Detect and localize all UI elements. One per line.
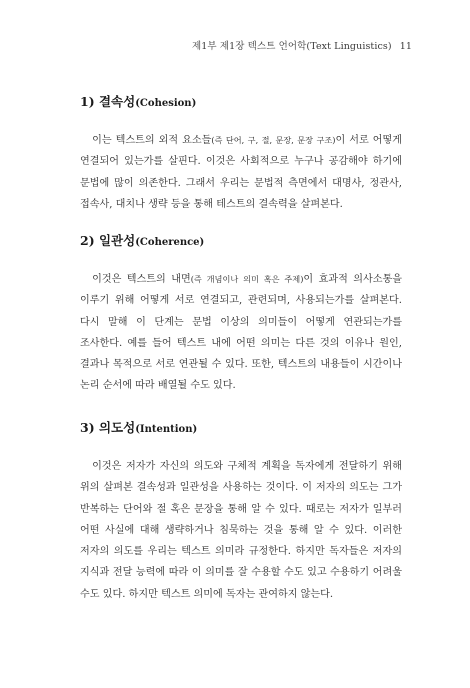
paragraph-text-end: 이 효과적 의사소통을 이루기 위해 어떻게 서로 연결되고, 관련되며, 사용되는가를 살펴본다. 다시 말해 이 단계는 문법 이상의 의미들이 어떻게 연관되는가를 조사한다. 예를 들어 텍스트 내에 어떤 의미는 다른 것의 이유나 원인, 결과나 목적으로 서로 연관될 수 있다. 또한, 텍스트의 내용들이 시간이나 논리 순서에 따라 배열될 수도 있다. bbox=[80, 274, 402, 392]
section-coherence bbox=[80, 231, 402, 397]
heading-english: (Cohesion) bbox=[135, 98, 197, 109]
running-header bbox=[192, 38, 412, 52]
heading-korean: 2) 일관성 bbox=[80, 233, 136, 248]
paragraph-text-start: 이것은 저자가 자신의 의도와 구체적 계획을 독자에게 전달하기 위해 위의 살펴본 결속성과 일관성을 사용하는 것이다. 이 저자의 의도는 그가 반복하는 단어와 절 혹은 문장을 통해 알 수 있다. 때로는 저자가 일부러 어떤 사실에 대해 생략하거나 침묵하는 것을 통해 알 수 있다. 이러한 저자의 의도를 우리는 텍스트 의미라 규정한다. 하지만 독자들은 저자의 지식과 전달 능력에 따라 이 의미를 잘 수용할 수도 있고 수용하기 어려울 수도 있다. 하지만 텍스트 의미에 독자는 관여하지 않는다. bbox=[80, 461, 402, 600]
section-heading bbox=[80, 92, 402, 112]
heading-english: (Coherence) bbox=[135, 237, 205, 248]
section-intention bbox=[80, 418, 402, 605]
heading-english: (Intention) bbox=[135, 424, 198, 435]
running-title: 제1부 제1장 텍스트 언어학(Text Linguistics) bbox=[192, 41, 392, 52]
paragraph-text-start: 이는 텍스트의 외적 요소들 bbox=[92, 135, 212, 146]
heading-korean: 1) 결속성 bbox=[80, 94, 136, 109]
paragraph-parenthetical: (즉 단어, 구, 절, 문장, 문장 구조) bbox=[211, 135, 336, 145]
section-heading bbox=[80, 418, 402, 438]
page-number: 11 bbox=[399, 41, 412, 52]
paragraph-text-start: 이것은 텍스트의 내면 bbox=[92, 274, 191, 285]
section-paragraph bbox=[80, 130, 402, 215]
section-paragraph bbox=[80, 269, 402, 397]
section-cohesion bbox=[80, 92, 402, 215]
section-heading bbox=[80, 231, 402, 251]
section-paragraph bbox=[80, 456, 402, 605]
paragraph-text-end: 이 서로 어떻게 연결되어 있는가를 살핀다. 이것은 사회적으로 누구나 공감해야 하기에 문법에 많이 의존한다. 그래서 우리는 문법적 측면에서 대명사, 정관사, 접속사, 대치나 생략 등을 통해 테스트의 결속력을 살펴본다. bbox=[80, 135, 402, 210]
heading-korean: 3) 의도성 bbox=[80, 420, 136, 435]
paragraph-parenthetical: (즉 개념이나 의미 혹은 주제) bbox=[190, 274, 304, 284]
